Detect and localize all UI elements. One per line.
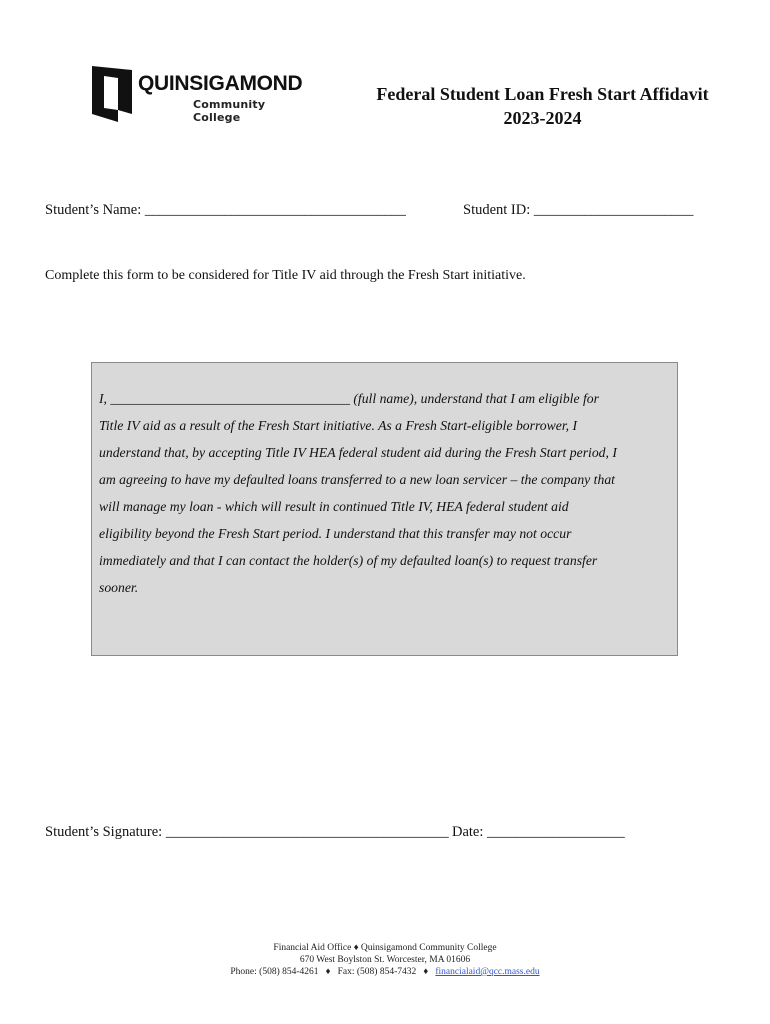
footer <box>0 942 770 978</box>
footer-phone-fax: Phone: (508) 854-4261 ♦ Fax: (508) 854-7432 ♦ <box>230 967 436 977</box>
student-id-field[interactable]: Student ID: ______________________ <box>463 202 694 218</box>
footer-address: 670 West Boylston St. Worcester, MA 01606 <box>299 955 471 965</box>
affidavit-statement: I, ___________________________________ (full name), understand that I am eligible for Title IV aid as a result of the Fresh Start initiative. As a Fresh Start-eligible borrower, I understand that, by accepting Title IV HEA federal student aid during the Fresh Start period, I am agreeing to have my defaulted loans transferred to a new loan servicer – the company that will manage my loan - which will result in continued Title IV, HEA federal student aid eligibility beyond the Fresh Start period. I understand that this transfer may not occur immediately and that I can contact the holder(s) of my defaulted loan(s) to request transfer sooner. <box>99 391 617 595</box>
affidavit-box <box>91 362 678 656</box>
college-logo <box>92 64 312 124</box>
signature-field[interactable]: Student’s Signature: _______________________________________ <box>45 824 449 840</box>
form-title: Federal Student Loan Fresh Start Affidavit <box>376 84 709 104</box>
date-field[interactable]: Date: ___________________ <box>452 824 625 840</box>
college-logo-mark-icon <box>92 64 132 122</box>
student-name-field[interactable]: Student’s Name: ____________________________________ <box>45 202 406 218</box>
logo-subtitle: Community College <box>193 98 266 124</box>
footer-email-link[interactable]: financialaid@qcc.mass.edu <box>435 967 540 977</box>
logo-name: QUINSIGAMOND <box>138 72 303 95</box>
footer-contact <box>0 966 770 978</box>
form-title-block <box>355 82 730 130</box>
footer-office: Financial Aid Office ♦ Quinsigamond Community College <box>273 943 497 953</box>
instructions-text: Complete this form to be considered for Title IV aid through the Fresh Start initiative. <box>45 268 526 283</box>
form-year: 2023-2024 <box>503 108 582 128</box>
